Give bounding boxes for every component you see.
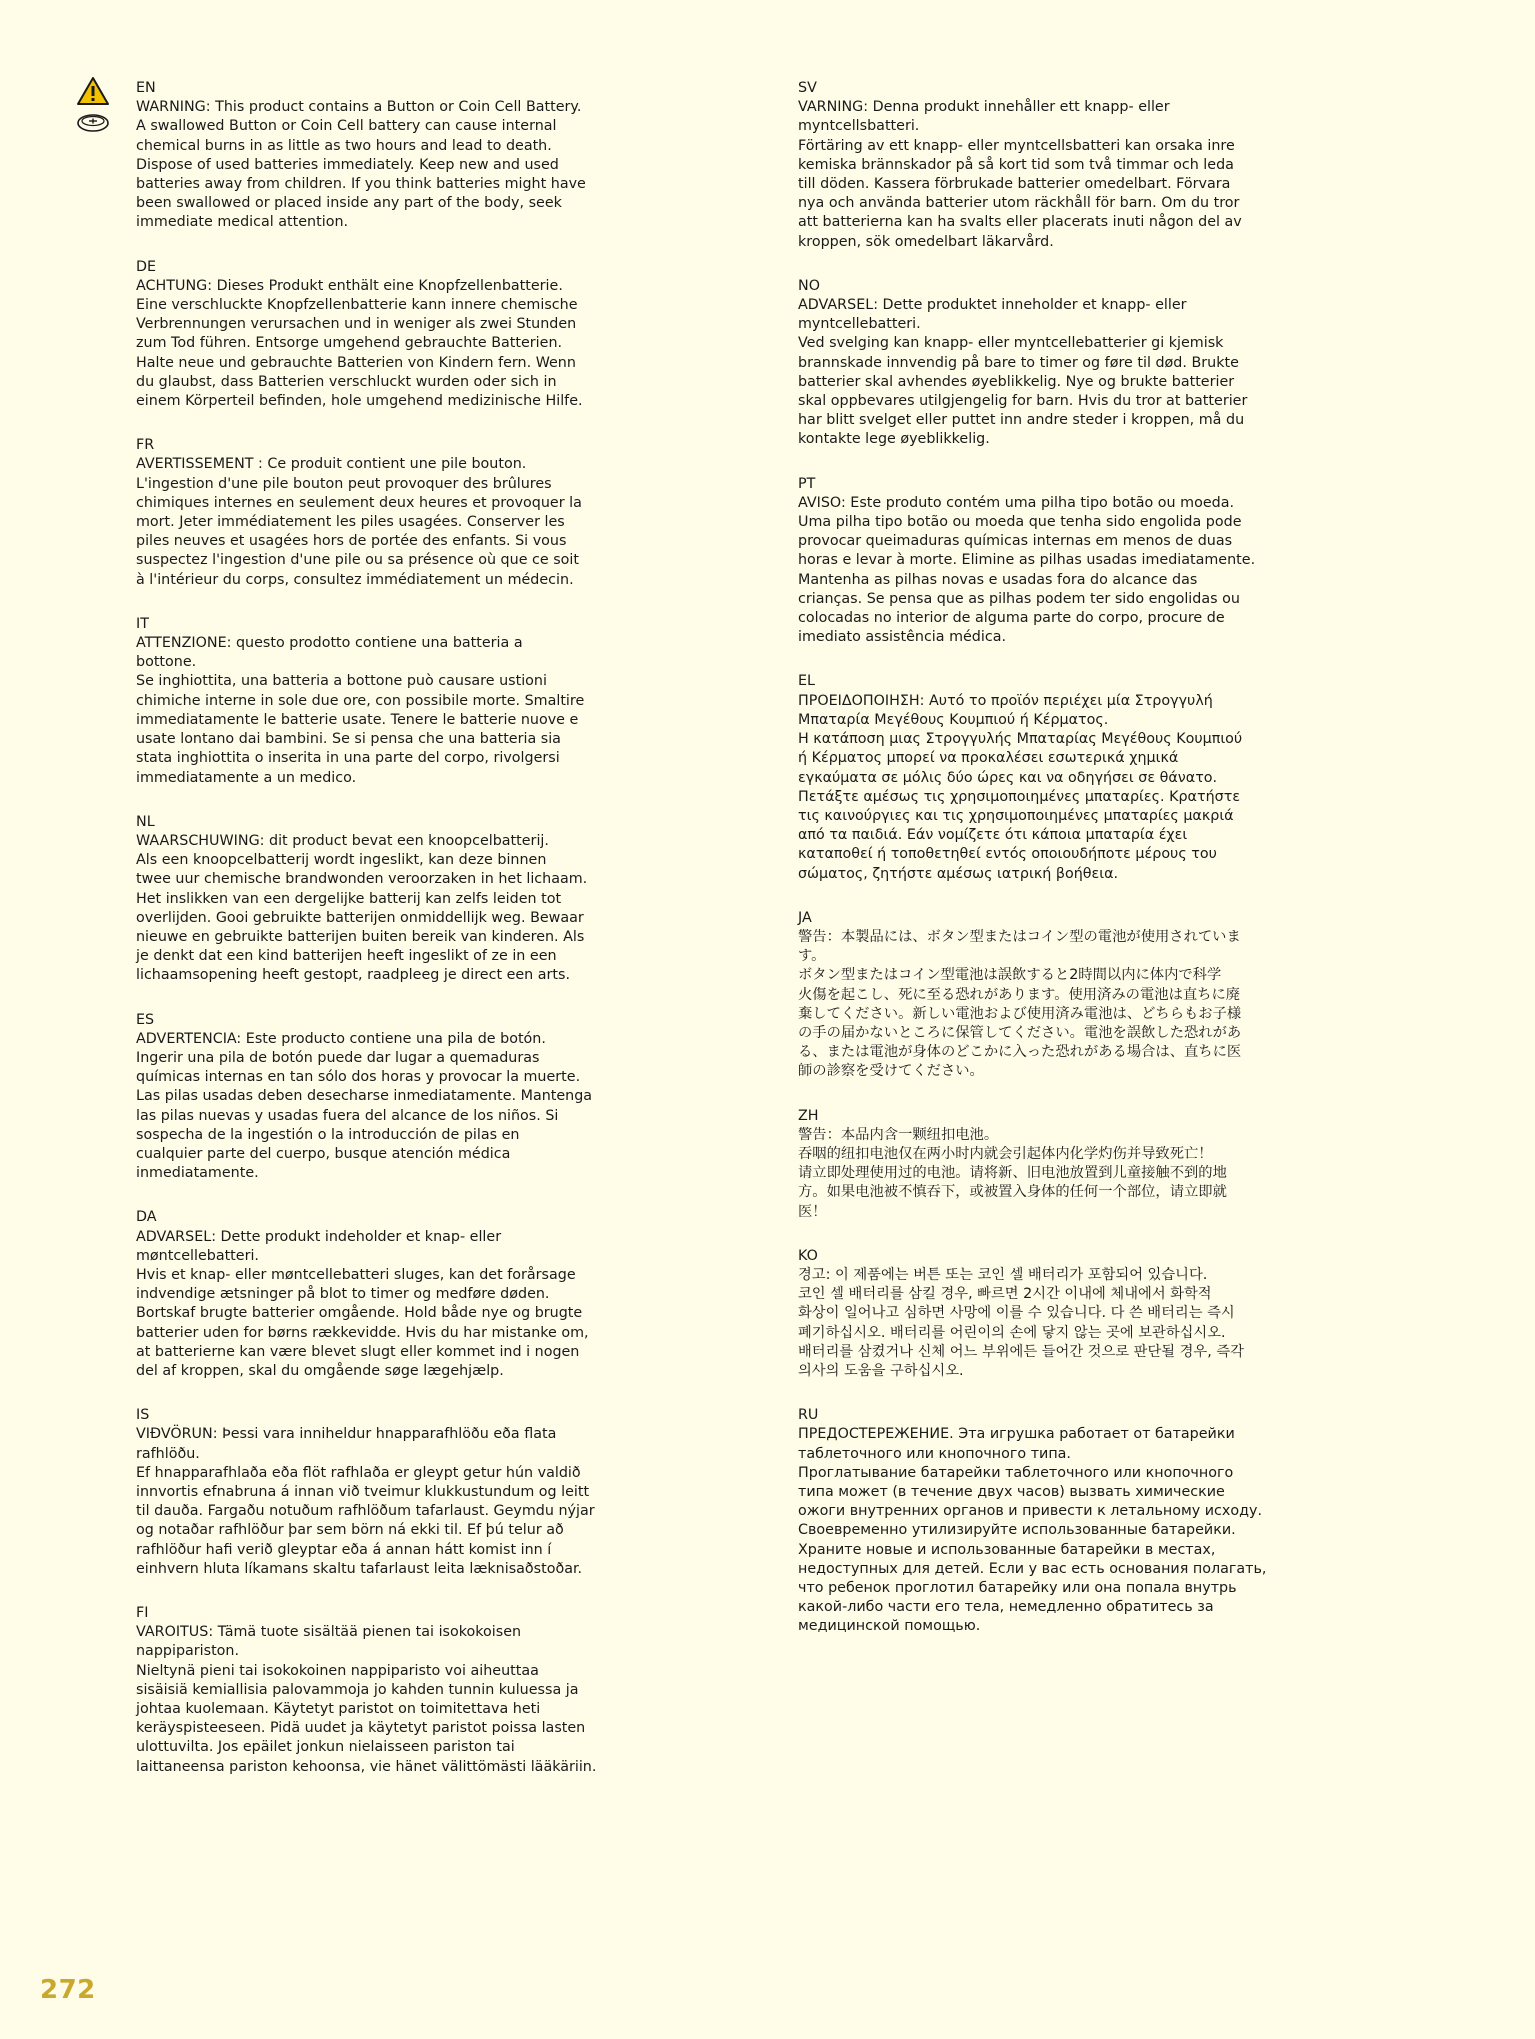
language-code: ES	[136, 1011, 155, 1028]
warning-section-en	[136, 79, 686, 233]
warning-section-ko	[798, 1247, 1348, 1381]
warning-section-sv	[798, 79, 1348, 252]
warning-section-da	[136, 1208, 686, 1381]
warning-section-it	[136, 615, 686, 788]
language-code: ZH	[798, 1107, 819, 1124]
language-code: RU	[798, 1407, 819, 1424]
warning-text: ATTENZIONE: questo prodotto contiene una batteria a bottone. Se inghiottita, una batteria a bottone può causare ustioni chimiche interne in sole due ore, con possibile morte. Smaltire immediatamente le batterie usate. Tenere le batterie nuove e usate lontano dai bambini. Se si pensa che una batteria sia stata inghiottita o inserita in una parte del corpo, rivolgersi immediatamente a un medico.	[136, 635, 585, 786]
warning-icons	[76, 76, 112, 134]
warning-section-ru	[798, 1406, 1348, 1636]
warning-section-ja	[798, 909, 1348, 1082]
warning-section-el	[798, 672, 1348, 883]
warning-section-pt	[798, 475, 1348, 648]
warning-text: WARNING: This product contains a Button or Coin Cell Battery. A swallowed Button or Coin Cell battery can cause internal chemical burns in as little as two hours and lead to death. Dispose of used batteries immediately. Keep new and used batteries away from children. If you think batteries might have been swallowed or placed inside any part of the body, seek immediate medical attention.	[136, 99, 586, 231]
warning-section-no	[798, 277, 1348, 450]
warning-section-fr	[136, 436, 686, 590]
language-code: KO	[798, 1247, 818, 1264]
language-code: SV	[798, 80, 817, 96]
warning-text: 警告：本製品には、ボタン型またはコイン型の電池が使用されていま す。 ボタン型またはコイン型電池は誤飲すると2時間以内に体内で科学 火傷を起こし、死に至る恐れがあります。使用済みの電池は直ちに廃 棄してください。新しい電池および使用済み電池は、どちらもお子様 の手の届かないところに保管してください。電池を誤飲した恐れがあ る、または電池が身体のどこかに入った恐れがある場合は、直ちに医 師の診察を受けてください。	[798, 928, 1242, 1080]
warning-text: ADVARSEL: Dette produktet inneholder et knapp- eller myntcellebatteri. Ved svelging kan knapp- eller myntcellebatterier gi kjemisk brannskade innvendig på bare to timer og føre til død. Brukte batterier skal avhendes øyeblikkelig. Nye og brukte batterier skal oppbevares utilgjengelig for barn. Hvis du tror at batterier har blitt svelget eller puttet inn andre steder i kroppen, må du kontakte lege øyeblikkelig.	[798, 297, 1248, 448]
warning-text: 警告：本品内含一颗纽扣电池。 吞咽的纽扣电池仅在两小时内就会引起体内化学灼伤并导致死亡！ 请立即处理使用过的电池。请将新、旧电池放置到儿童接触不到的地 方。如果电池被不慎吞下，或被置入身体的任何一个部位，请立即就 医！	[798, 1126, 1227, 1220]
language-code: NL	[136, 813, 155, 830]
warning-text: VAROITUS: Tämä tuote sisältää pienen tai isokokoisen nappipariston. Nieltynä pieni tai isokokoinen nappiparisto voi aiheuttaa sisäisiä kemiallisia palovammoja jo kahden tunnin kuluessa ja johtaa kuolemaan. Käytetyt paristot on toimitettava heti keräyspisteeseen. Pidä uudet ja käytetyt paristot poissa lasten ulottuvilta. Jos epäilet jonkun nielaisseen pariston tai laittaneensa pariston kehoonsa, vie hänet välittömästi lääkäriin.	[136, 1624, 597, 1775]
warning-text: VARNING: Denna produkt innehåller ett knapp- eller myntcellsbatteri. Förtäring av ett knapp- eller myntcellsbatteri kan orsaka inre kemiska brännskador på så kort tid som två timmar och leda till döden. Kassera förbrukade batterier omedelbart. Förvara nya och använda batterier utom räckhåll för barn. Om du tror att batterierna kan ha svalts eller placerats inuti någon del av kroppen, sök omedelbart läkarvård.	[798, 99, 1242, 250]
page-number: 272	[40, 1975, 96, 2005]
warning-section-zh	[798, 1107, 1348, 1222]
warning-section-nl	[136, 813, 686, 986]
warning-text: ADVERTENCIA: Este producto contiene una pila de botón. Ingerir una pila de botón puede dar lugar a quemaduras químicas internas en tan sólo dos horas y provocar la muerte. Las pilas usadas deben desecharse inmediatamente. Mantenga las pilas nuevas y usadas fuera del alcance de los niños. Si sospecha de la ingestión o la introducción de pilas en cualquier parte del cuerpo, busque atención médica inmediatamente.	[136, 1030, 593, 1182]
warning-text: ACHTUNG: Dieses Produkt enthält eine Knopfzellenbatterie. Eine verschluckte Knopfzellenbatterie kann innere chemische Verbrennungen verursachen und in weniger als zwei Stunden zum Tod führen. Entsorge umgehend gebrauchte Batterien. Halte neue und gebrauchte Batterien von Kindern fern. Wenn du glaubst, dass Batterien verschluckt wurden oder sich in einem Körperteil befinden, hole umgehend medizinische Hilfe.	[136, 277, 583, 410]
language-code: DE	[136, 258, 157, 275]
language-code: IS	[136, 1407, 150, 1424]
language-code: EN	[136, 80, 156, 96]
warning-triangle-icon	[76, 76, 110, 106]
warning-text: AVERTISSEMENT : Ce produit contient une pile bouton. L'ingestion d'une pile bouton peut provoquer des brûlures chimiques internes en seulement deux heures et provoquer la mort. Jeter immédiatement les piles usagées. Conserver les piles neuves et usagées hors de portée des enfants. Si vous suspectez l'ingestion d'une pile ou sa présence où que ce soit à l'intérieur du corps, consultez immédiatement un médecin.	[136, 456, 582, 588]
right-column	[798, 79, 1348, 1662]
warning-text: 경고: 이 제품에는 버튼 또는 코인 셀 배터리가 포함되어 있습니다. 코인 셀 배터리를 삼킬 경우, 빠르면 2시간 이내에 체내에서 화학적 화상이 일어나고 심하면 사망에 이를 수 있습니다. 다 쓴 배터리는 즉시 폐기하십시오. 배터리를 어린이의 손에 닿지 않는 곳에 보관하십시오. 배터리를 삼켰거나 신체 어느 부위에든 들어간 것으로 판단될 경우, 즉각 의사의 도움을 구하십시오.	[798, 1266, 1244, 1379]
warning-text: AVISO: Este produto contém uma pilha tipo botão ou moeda. Uma pilha tipo botão ou moeda que tenha sido engolida pode provocar queimaduras químicas internas em menos de duas horas e levar à morte. Elimine as pilhas usadas imediatamente. Mantenha as pilhas novas e usadas fora do alcance das crianças. Se pensa que as pilhas podem ter sido engolidas ou colocadas no interior de alguma parte do corpo, procure de imediato assistência médica.	[798, 494, 1256, 646]
warning-text: ПРЕДОСТЕРЕЖЕНИЕ. Эта игрушка работает от батарейки таблеточного или кнопочного типа. Проглатывание батарейки таблеточного или кнопочного типа может (в течение двух часов) вызвать химические ожоги внутренних органов и привести к летальному исходу. Своевременно утилизируйте использованные батарейки. Храните новые и использованные батарейки в местах, недоступных для детей. Если у вас есть основания полагать, что ребенок проглотил батарейку или она попала внутрь какой-либо части его тела, немедленно обратитесь за медицинской помощью.	[798, 1426, 1267, 1635]
left-column	[136, 79, 686, 1802]
language-code: EL	[798, 673, 815, 690]
language-code: PT	[798, 475, 816, 492]
language-code: FR	[136, 437, 155, 454]
warning-text: VIÐVÖRUN: Þessi vara inniheldur hnapparafhlöðu eða flata rafhlöðu. Ef hnapparafhlaða eða flöt rafhlaða er gleypt getur hún valdið innvortis efnabruna á innan við tveimur klukkustundum og leitt til dauða. Fargaðu notuðum rafhlöðum tafarlaust. Geymdu nýjar og notaðar rafhlöður þar sem börn ná ekki til. Ef þú telur að rafhlöður hafi verið gleyptar eða á annan hátt komist inn í einhvern hluta líkamans skaltu tafarlaust leita læknisaðstoðar.	[136, 1426, 595, 1577]
coin-cell-battery-icon	[76, 112, 110, 134]
warning-section-es	[136, 1011, 686, 1184]
warning-text: ΠΡΟΕΙΔΟΠΟΙΗΣΗ: Αυτό το προϊόν περιέχει μία Στρογγυλή Μπαταρία Μεγέθους Κουμπιού ή Κέρματος. Η κατάποση μιας Στρογγυλής Μπαταρίας Μεγέθους Κουμπιού ή Κέρματος μπορεί να προκαλέσει εσωτερικά χημικά εγκαύματα σε μόλις δύο ώρες και να οδηγήσει σε θάνατο. Πετάξτε αμέσως τις χρησιμοποιημένες μπαταρίες. Κρατήστε τις καινούργιες και τις χρησιμοποιημένες μπαταρίες μακριά από τα παιδιά. Εάν νομίζετε ότι κάποια μπαταρία έχει καταποθεί ή τοποθετηθεί εντός οποιουδήποτε μέρους του σώματος, ζητήστε αμέσως ιατρική βοήθεια.	[798, 692, 1243, 882]
warning-text: ADVARSEL: Dette produkt indeholder et knap- eller møntcellebatteri. Hvis et knap- eller møntcellebatteri sluges, kan det forårsage indvendige ætsninger på blot to timer og medføre døden. Bortskaf brugte batterier omgående. Hold både nye og brugte batterier uden for børns rækkevidde. Hvis du har mistanke om, at batterierne kan være blevet slugt eller kommet ind i nogen del af kroppen, skal du omgående søge lægehjælp.	[136, 1228, 589, 1379]
language-code: FI	[136, 1605, 149, 1622]
warning-section-fi	[136, 1604, 686, 1777]
language-code: JA	[798, 909, 812, 926]
language-code: IT	[136, 615, 149, 632]
warning-section-de	[136, 258, 686, 412]
language-code: DA	[136, 1209, 157, 1226]
warning-section-is	[136, 1406, 686, 1579]
warning-text: WAARSCHUWING: dit product bevat een knoopcelbatterij. Als een knoopcelbatterij wordt ingeslikt, kan deze binnen twee uur chemische brandwonden veroorzaken in het lichaam. Het inslikken van een dergelijke batterij kan zelfs leiden tot overlijden. Gooi gebruikte batterijen onmiddellijk weg. Bewaar nieuwe en gebruikte batterijen buiten bereik van kinderen. Als je denkt dat een kind batterijen heeft ingeslikt of ze in een lichaamsopening heeft gestopt, raadpleeg je direct een arts.	[136, 832, 588, 984]
language-code: NO	[798, 277, 820, 294]
